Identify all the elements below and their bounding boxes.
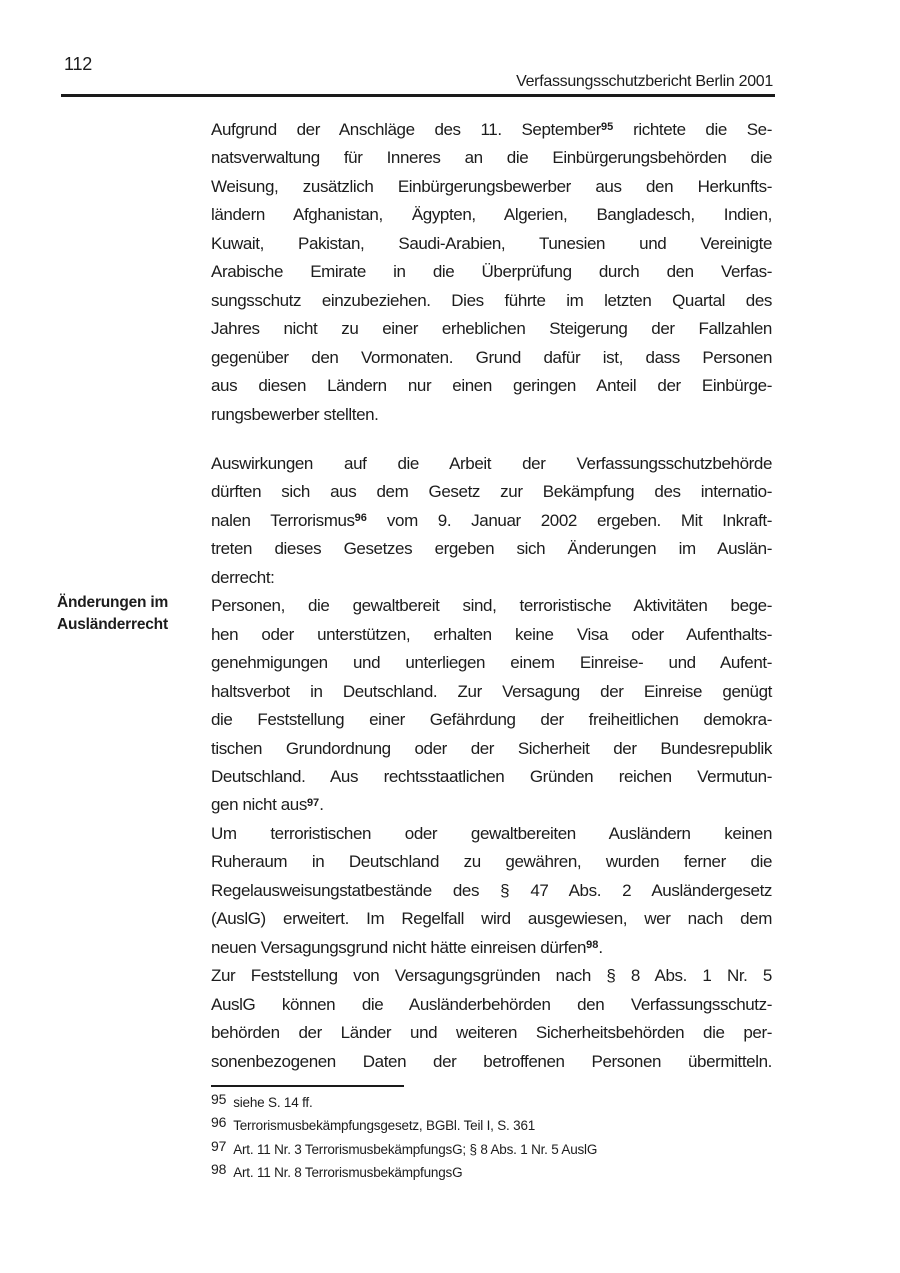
footnote-text: Art. 11 Nr. 3 TerrorismusbekämpfungsG; § 8 Abs. 1 Nr. 5 AuslG (233, 1141, 598, 1157)
footnote-ref: 97 (306, 796, 320, 809)
text-line: Ruheraum in Deutschland zu gewähren, wurden ferner die (211, 852, 772, 872)
text-line: natsverwaltung für Inneres an die Einbürgerungsbehörden die (211, 148, 772, 168)
text-line: Regelausweisungstatbestände des § 47 Abs. 2 Ausländergesetz (211, 880, 772, 900)
paragraph (211, 116, 772, 429)
text-line: ländern Afghanistan, Ägypten, Algerien, Bangladesch, Indien, (211, 205, 772, 225)
text-line: behörden der Länder und weiteren Sicherheitsbehörden die per- (211, 1023, 772, 1043)
text-line: Zur Feststellung von Versagungsgründen nach § 8 Abs. 1 Nr. 5 (211, 966, 772, 986)
text-line: dürften sich aus dem Gesetz zur Bekämpfung des internatio- (211, 482, 772, 502)
footnote (211, 1161, 781, 1184)
footnote-ref: 95 (601, 121, 614, 134)
footnote (211, 1138, 781, 1161)
paragraph (211, 820, 772, 962)
text-line: rungsbewerber stellten. (211, 404, 379, 424)
text-line: genehmigungen und unterliegen einem Einreise- und Aufent- (211, 653, 772, 673)
text-line: Aufgrund der Anschläge des 11. September$^{95}$ richtete die Se- (211, 120, 772, 139)
text-line: haltsverbot in Deutschland. Zur Versagung der Einreise genügt (211, 681, 772, 701)
footnotes-section (211, 1091, 781, 1185)
text-line: Auswirkungen auf die Arbeit der Verfassungsschutzbehörde (211, 453, 772, 473)
footnote (211, 1114, 781, 1137)
footnote-ref: 96 (354, 512, 367, 525)
text-line: hen oder unterstützen, erhalten keine Visa oder Aufenthalts- (211, 624, 772, 644)
text-line: Jahres nicht zu einer erheblichen Steigerung der Fallzahlen (211, 319, 772, 339)
text-line: Deutschland. Aus rechtsstaatlichen Gründen reichen Vermutun- (211, 766, 772, 786)
text-line: gen nicht aus$^{97}$. (211, 795, 324, 815)
margin-note-line-2: Ausländerrecht (57, 615, 168, 633)
margin-note-line-1: Änderungen im (57, 594, 169, 611)
footnote-text: siehe S. 14 ff. (233, 1095, 313, 1110)
text-line: Arabische Emirate in die Überprüfung durch den Verfas- (211, 262, 772, 282)
footnote-number: 98 (211, 1161, 227, 1178)
footnote-rule (211, 1085, 404, 1087)
text-line: Weisung, zusätzlich Einbürgerungsbewerber aus den Herkunfts- (211, 176, 772, 196)
text-line: derrecht: (211, 567, 275, 587)
text-line: AuslG können die Ausländerbehörden den Verfassungsschutz- (211, 994, 772, 1014)
text-line: (AuslG) erweitert. Im Regelfall wird ausgewiesen, wer nach dem (211, 909, 772, 929)
footnote (211, 1091, 781, 1114)
text-line: tischen Grundordnung oder der Sicherheit der Bundesrepublik (211, 738, 772, 758)
page-number: 112 (64, 54, 93, 74)
text-line: sungsschutz einzubeziehen. Dies führte im letzten Quartal des (211, 290, 772, 310)
text-line: nalen Terrorismus$^{96}$ vom 9. Januar 2002 ergeben. Mit Inkraft- (211, 510, 772, 530)
text-line: gegenüber den Vormonaten. Grund dafür ist, dass Personen (211, 347, 772, 367)
text-line: aus diesen Ländern nur einen geringen Anteil der Einbürge- (211, 376, 772, 396)
text-line: treten dieses Gesetzes ergeben sich Änderungen im Auslän- (211, 539, 772, 559)
text-line: neuen Versagungsgrund nicht hätte einreisen dürfen$^{98}$. (211, 937, 603, 957)
paragraph (211, 592, 772, 820)
body-text (211, 116, 772, 1076)
margin-note (57, 592, 168, 635)
footnote-number: 96 (211, 1114, 227, 1131)
text-line: sonenbezogenen Daten der betroffenen Personen übermitteln. (211, 1051, 772, 1071)
footnote-text: Terrorismusbekämpfungsgesetz, BGBl. Teil I, S. 361 (233, 1118, 536, 1134)
paragraph (211, 962, 772, 1076)
footnote-number: 97 (211, 1137, 227, 1154)
paragraph (211, 450, 772, 592)
text-line: Personen, die gewaltbereit sind, terroristische Aktivitäten bege- (211, 596, 772, 616)
text-line: Kuwait, Pakistan, Saudi-Arabien, Tunesien und Vereinigte (211, 233, 772, 253)
text-line: Um terroristischen oder gewaltbereiten Ausländern keinen (211, 823, 772, 843)
footnote-number: 95 (211, 1091, 227, 1107)
header-rule (61, 94, 775, 97)
footnote-ref: 98 (586, 939, 599, 952)
footnote-text: Art. 11 Nr. 8 TerrorismusbekämpfungsG (233, 1165, 463, 1181)
header-title: Verfassungsschutzbericht Berlin 2001 (516, 73, 773, 90)
text-line: die Feststellung einer Gefährdung der freiheitlichen demokra- (211, 710, 772, 730)
